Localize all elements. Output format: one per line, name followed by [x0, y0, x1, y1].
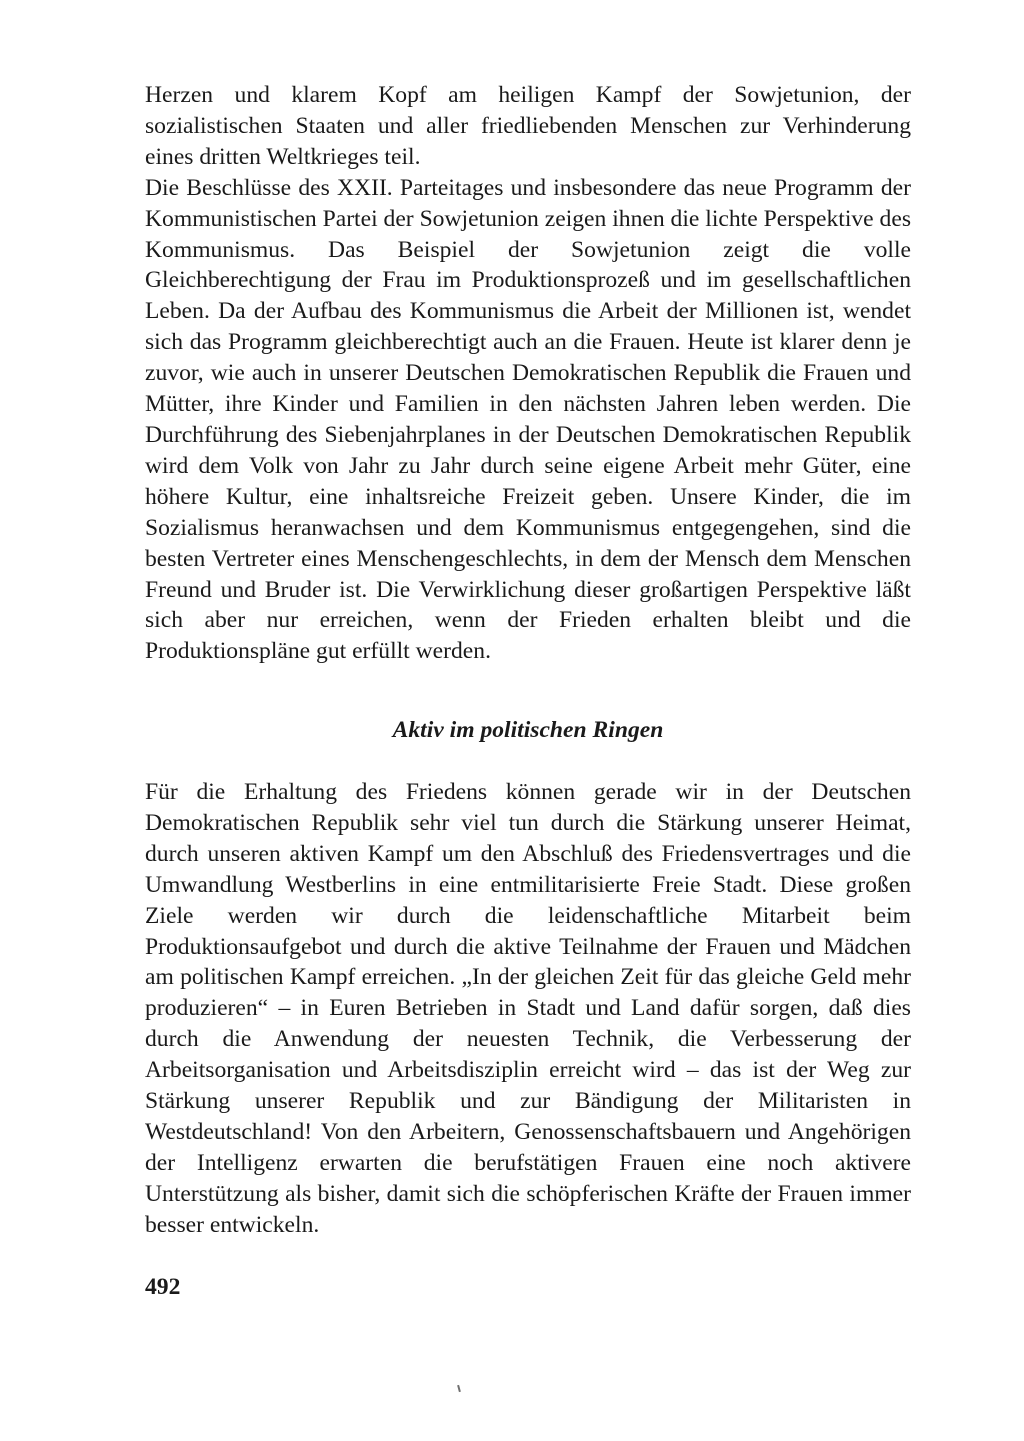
body-paragraph: Die Beschlüsse des XXII. Parteitages und insbesondere das neue Programm der Kommunistischen Partei der Sowjetunion zeigen ihnen die lichte Perspektive des Kommunismus. Das Beispiel der Sowjetunion zeigt die volle Gleichberechtigung der Frau im Produktionsprozeß und im gesellschaftlichen Leben. Da der Aufbau des Kommunismus die Arbeit der Millionen ist, wendet sich das Programm gleichberechtigt auch an die Frauen. Heute ist klarer denn je zuvor, wie auch in unserer Deutschen Demokratischen Republik die Frauen und Mütter, ihre Kinder und Familien in den nächsten Jahren leben werden. Die Durchführung des Siebenjahrplanes in der Deutschen Demokratischen Republik wird dem Volk von Jahr zu Jahr durch seine eigene Arbeit mehr Güter, eine höhere Kultur, eine inhaltsreiche Freizeit geben. Unsere Kinder, die im Sozialismus heranwachsen und dem Kommunismus entgegengehen, sind die besten Vertreter eines Menschengeschlechts, in dem der Mensch dem Menschen Freund und Bruder ist. Die Verwirklichung dieser großartigen Perspektive läßt sich aber nur erreichen, wenn der Frieden erhalten bleibt und die Produktionspläne gut erfüllt werden.	[145, 174, 911, 665]
continuation-paragraph: Herzen und klarem Kopf am heiligen Kampf der Sowjetunion, der sozialistischen Staaten und aller friedliebenden Menschen zur Verhinderung eines dritten Weltkrieges teil.	[145, 82, 911, 170]
section-heading: Aktiv im politischen Ringen	[392, 717, 664, 743]
section-text-block	[145, 777, 911, 1241]
opening-text-block	[145, 80, 911, 667]
scan-speck	[457, 1385, 461, 1392]
body-paragraph: Für die Erhaltung des Friedens können gerade wir in der Deutschen Demokratischen Republik sehr viel tun durch die Stärkung unserer Heimat, durch unseren aktiven Kampf um den Abschluß des Friedensvertrages und die Umwandlung Westberlins in eine entmilitarisierte Freie Stadt. Diese großen Ziele werden wir durch die leidenschaftliche Mitarbeit beim Produktionsaufgebot und durch die aktive Teilnahme der Frauen und Mädchen am politischen Kampf erreichen. „In der gleichen Zeit für das gleiche Geld mehr produzieren“ – in Euren Betrieben in Stadt und Land dafür sorgen, daß dies durch die Anwendung der neuesten Technik, die Verbesserung der Arbeitsorganisation und Arbeitsdisziplin erreicht wird – das ist der Weg zur Stärkung unserer Republik und zur Bändigung der Militaristen in Westdeutschland! Von den Arbeitern, Genossenschaftsbauern und Angehörigen der Intelligenz erwarten die berufstätigen Frauen eine noch aktivere Unterstützung als bisher, damit sich die schöpferischen Kräfte der Frauen immer besser entwickeln.	[145, 779, 911, 1238]
page-number: 492	[145, 1274, 181, 1300]
